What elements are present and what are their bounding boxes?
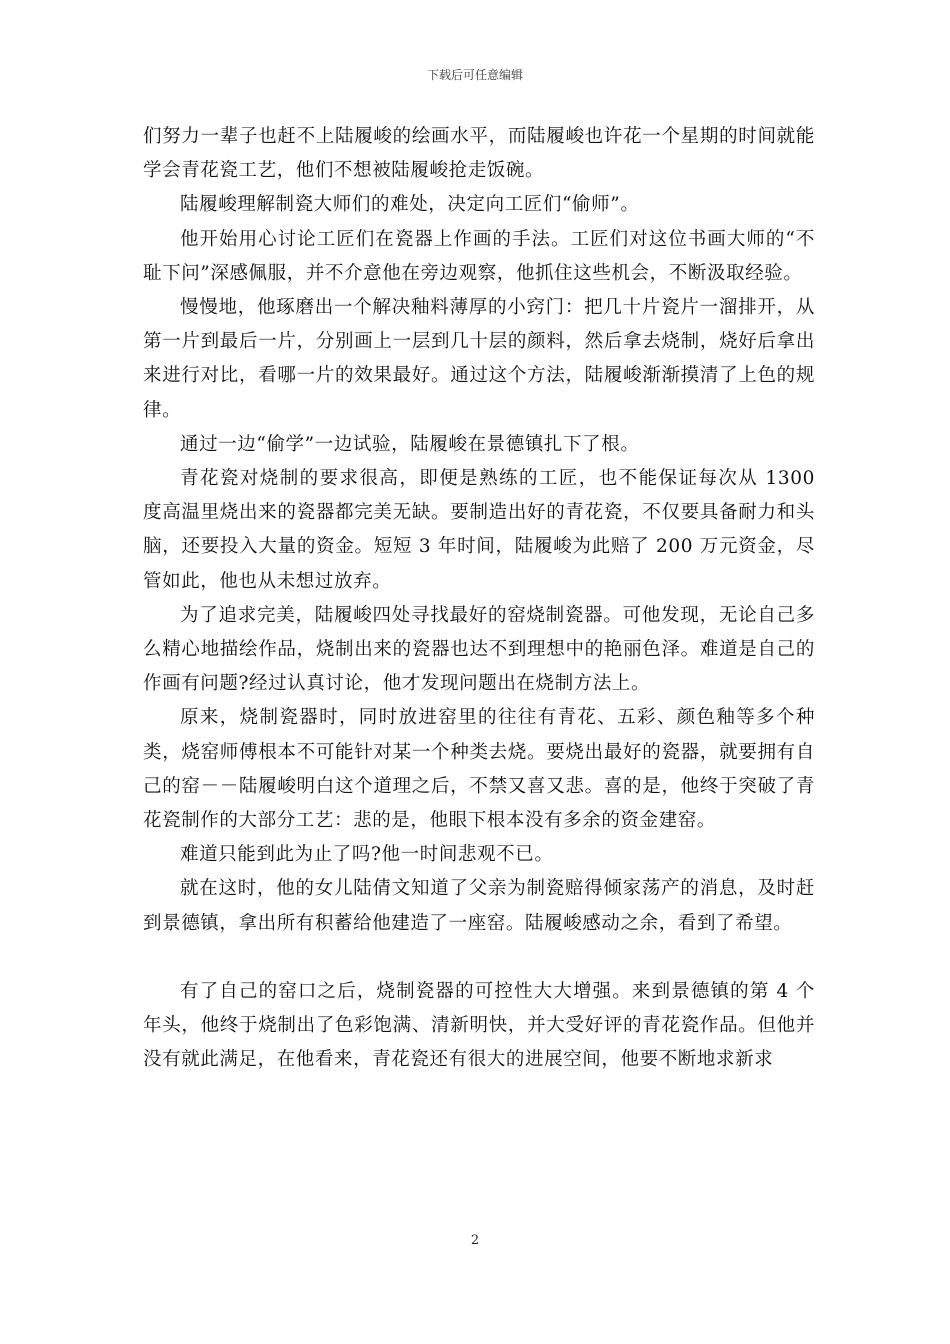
paragraph-2: 陆履峻理解制瓷大师们的难处，决定向工匠们“偷师”。 (180, 194, 640, 216)
paragraph-4: 慢慢地，他琢磨出一个解决釉料薄厚的小窍门：把几十片瓷片一溜排开，从第一片到最后一片，分别画上一层到几十层的颜料，然后拿去烧制，烧好后拿出来进行对比，看哪一片的效果最好。通过这个方法，陆履峻渐渐摸清了上色的规律。 (143, 297, 815, 421)
paragraph-8: 原来，烧制瓷器时，同时放进窑里的往往有青花、五彩、颜色釉等多个种类，烧窑师傅根本不可能针对某一个种类去烧。要烧出最好的瓷器，就要拥有自己的窑－－陆履峻明白这个道理之后，不禁又喜又悲。喜的是，他终于突破了青花瓷制作的大部分工艺：悲的是，他眼下根本没有多余的资金建窑。 (143, 707, 815, 832)
page-number: 2 (470, 1233, 480, 1248)
paragraph-5: 通过一边“偷学”一边试验，陆履峻在景德镇扎下了根。 (180, 433, 640, 455)
paragraph-11: 有了自己的窑口之后，烧制瓷器的可控性大大增强。来到景德镇的第 4 个年头，他终于烧制出了色彩饱满、清新明快，并大受好评的青花瓷作品。但他并没有就此满足，在他看来，青花瓷还有很大的进展空间，他要不断地求新求 (143, 980, 815, 1071)
paragraph-10: 就在这时，他的女儿陆倩文知道了父亲为制瓷赔得倾家荡产的消息，及时赶到景德镇，拿出所有积蓄给他建造了一座窑。陆履峻感动之余，看到了希望。 (143, 878, 815, 934)
document-body (143, 120, 815, 1077)
paragraph-3: 他开始用心讨论工匠们在瓷器上作画的手法。工匠们对这位书画大师的“不耻下问”深感佩服，并不介意他在旁边观察，他抓住这些机会，不断汲取经验。 (143, 228, 815, 284)
paragraph-9: 难道只能到此为止了吗?他一时间悲观不已。 (180, 844, 554, 866)
paragraph-7: 为了追求完美，陆履峻四处寻找最好的窑烧制瓷器。可他发现，无论自己多么精心地描绘作品，烧制出来的瓷器也达不到理想中的艳丽色泽。难道是自己的作画有问题?经过认真讨论，他才发现问题出在烧制方法上。 (143, 604, 815, 695)
paragraph-1: 们努力一辈子也赶不上陆履峻的绘画水平，而陆履峻也许花一个星期的时间就能学会青花瓷工艺，他们不想被陆履峻抢走饭碗。 (143, 126, 815, 182)
paragraph-6: 青花瓷对烧制的要求很高，即便是熟练的工匠，也不能保证每次从 1300 度高温里烧出来的瓷器都完美无缺。要制造出好的青花瓷，不仅要具备耐力和头脑，还要投入大量的资金。短短 3 年时间，陆履峻为此赔了 200 万元资金，尽管如此，他也从未想过放弃。 (143, 468, 815, 592)
page-header-note: 下载后可任意编辑 (426, 68, 523, 82)
